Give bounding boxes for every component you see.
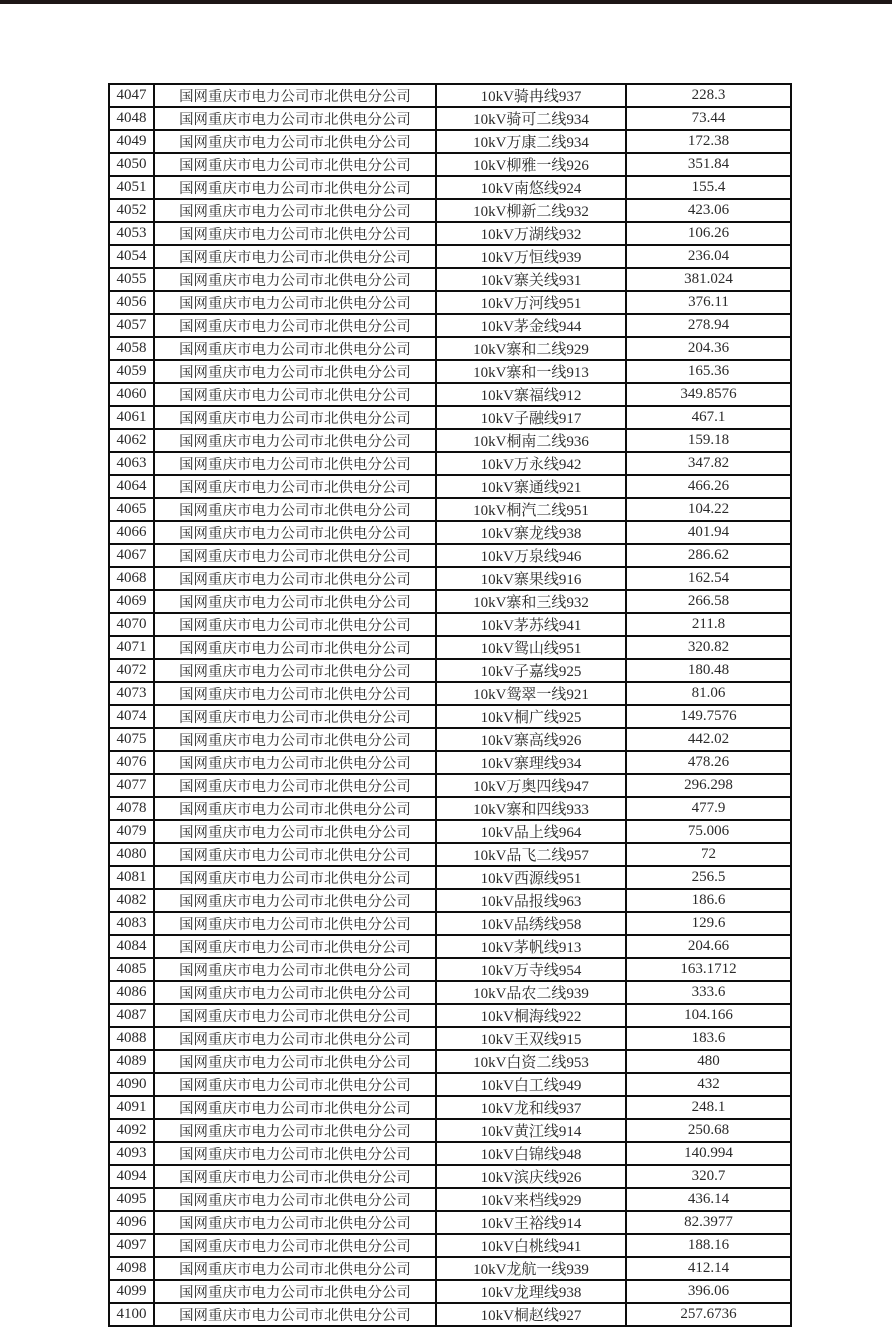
table-row xyxy=(109,1004,791,1027)
table-row xyxy=(109,1050,791,1073)
row-number-cell: 4056 xyxy=(109,291,154,314)
value-cell: 183.6 xyxy=(626,1027,791,1050)
company-cell: 国网重庆市电力公司市北供电分公司 xyxy=(154,107,436,130)
table-row xyxy=(109,176,791,199)
line-name-cell: 10kV子融线917 xyxy=(436,406,626,429)
company-cell: 国网重庆市电力公司市北供电分公司 xyxy=(154,153,436,176)
table-row xyxy=(109,1257,791,1280)
row-number-cell: 4092 xyxy=(109,1119,154,1142)
table-row xyxy=(109,705,791,728)
value-cell: 163.1712 xyxy=(626,958,791,981)
table-row xyxy=(109,774,791,797)
row-number-cell: 4085 xyxy=(109,958,154,981)
table-row xyxy=(109,406,791,429)
table-row xyxy=(109,1303,791,1326)
row-number-cell: 4060 xyxy=(109,383,154,406)
value-cell: 72 xyxy=(626,843,791,866)
company-cell: 国网重庆市电力公司市北供电分公司 xyxy=(154,1050,436,1073)
table-row xyxy=(109,797,791,820)
value-cell: 155.4 xyxy=(626,176,791,199)
value-cell: 82.3977 xyxy=(626,1211,791,1234)
row-number-cell: 4091 xyxy=(109,1096,154,1119)
table-row xyxy=(109,1027,791,1050)
table-row xyxy=(109,636,791,659)
line-name-cell: 10kV寨和四线933 xyxy=(436,797,626,820)
company-cell: 国网重庆市电力公司市北供电分公司 xyxy=(154,590,436,613)
value-cell: 250.68 xyxy=(626,1119,791,1142)
line-name-cell: 10kV品报线963 xyxy=(436,889,626,912)
row-number-cell: 4094 xyxy=(109,1165,154,1188)
value-cell: 186.6 xyxy=(626,889,791,912)
value-cell: 256.5 xyxy=(626,866,791,889)
table-body xyxy=(109,84,791,1326)
value-cell: 333.6 xyxy=(626,981,791,1004)
table-row xyxy=(109,1165,791,1188)
company-cell: 国网重庆市电力公司市北供电分公司 xyxy=(154,682,436,705)
table-row xyxy=(109,314,791,337)
value-cell: 320.7 xyxy=(626,1165,791,1188)
value-cell: 149.7576 xyxy=(626,705,791,728)
company-cell: 国网重庆市电力公司市北供电分公司 xyxy=(154,291,436,314)
line-name-cell: 10kV万湖线932 xyxy=(436,222,626,245)
table-row xyxy=(109,1073,791,1096)
value-cell: 381.024 xyxy=(626,268,791,291)
row-number-cell: 4087 xyxy=(109,1004,154,1027)
company-cell: 国网重庆市电力公司市北供电分公司 xyxy=(154,866,436,889)
row-number-cell: 4065 xyxy=(109,498,154,521)
row-number-cell: 4073 xyxy=(109,682,154,705)
table-row xyxy=(109,337,791,360)
line-name-cell: 10kV茅帆线913 xyxy=(436,935,626,958)
company-cell: 国网重庆市电力公司市北供电分公司 xyxy=(154,521,436,544)
table-row xyxy=(109,1234,791,1257)
company-cell: 国网重庆市电力公司市北供电分公司 xyxy=(154,1073,436,1096)
line-name-cell: 10kV桐广线925 xyxy=(436,705,626,728)
line-name-cell: 10kV桐海线922 xyxy=(436,1004,626,1027)
company-cell: 国网重庆市电力公司市北供电分公司 xyxy=(154,1211,436,1234)
line-name-cell: 10kV寨和二线929 xyxy=(436,337,626,360)
company-cell: 国网重庆市电力公司市北供电分公司 xyxy=(154,130,436,153)
company-cell: 国网重庆市电力公司市北供电分公司 xyxy=(154,889,436,912)
line-name-cell: 10kV品飞二线957 xyxy=(436,843,626,866)
value-cell: 278.94 xyxy=(626,314,791,337)
company-cell: 国网重庆市电力公司市北供电分公司 xyxy=(154,1142,436,1165)
value-cell: 140.994 xyxy=(626,1142,791,1165)
line-name-cell: 10kV黄江线914 xyxy=(436,1119,626,1142)
row-number-cell: 4063 xyxy=(109,452,154,475)
company-cell: 国网重庆市电力公司市北供电分公司 xyxy=(154,452,436,475)
company-cell: 国网重庆市电力公司市北供电分公司 xyxy=(154,659,436,682)
value-cell: 188.16 xyxy=(626,1234,791,1257)
value-cell: 104.22 xyxy=(626,498,791,521)
line-name-cell: 10kV王双线915 xyxy=(436,1027,626,1050)
value-cell: 204.36 xyxy=(626,337,791,360)
company-cell: 国网重庆市电力公司市北供电分公司 xyxy=(154,636,436,659)
value-cell: 347.82 xyxy=(626,452,791,475)
value-cell: 401.94 xyxy=(626,521,791,544)
value-cell: 172.38 xyxy=(626,130,791,153)
row-number-cell: 4090 xyxy=(109,1073,154,1096)
line-name-cell: 10kV鸳山线951 xyxy=(436,636,626,659)
company-cell: 国网重庆市电力公司市北供电分公司 xyxy=(154,199,436,222)
value-cell: 211.8 xyxy=(626,613,791,636)
company-cell: 国网重庆市电力公司市北供电分公司 xyxy=(154,1188,436,1211)
value-cell: 412.14 xyxy=(626,1257,791,1280)
table-row xyxy=(109,958,791,981)
table-row xyxy=(109,130,791,153)
table-row xyxy=(109,889,791,912)
row-number-cell: 4059 xyxy=(109,360,154,383)
line-name-cell: 10kV骑可二线934 xyxy=(436,107,626,130)
table-row xyxy=(109,498,791,521)
line-name-cell: 10kV白资二线953 xyxy=(436,1050,626,1073)
table-row xyxy=(109,268,791,291)
row-number-cell: 4052 xyxy=(109,199,154,222)
line-name-cell: 10kV万恒线939 xyxy=(436,245,626,268)
line-name-cell: 10kV白桃线941 xyxy=(436,1234,626,1257)
row-number-cell: 4061 xyxy=(109,406,154,429)
company-cell: 国网重庆市电力公司市北供电分公司 xyxy=(154,1234,436,1257)
row-number-cell: 4081 xyxy=(109,866,154,889)
line-name-cell: 10kV万泉线946 xyxy=(436,544,626,567)
value-cell: 159.18 xyxy=(626,429,791,452)
line-name-cell: 10kV品农二线939 xyxy=(436,981,626,1004)
table-row xyxy=(109,291,791,314)
value-cell: 129.6 xyxy=(626,912,791,935)
top-border-bar xyxy=(0,0,892,4)
row-number-cell: 4064 xyxy=(109,475,154,498)
value-cell: 228.3 xyxy=(626,84,791,107)
value-cell: 286.62 xyxy=(626,544,791,567)
line-name-cell: 10kV万河线951 xyxy=(436,291,626,314)
company-cell: 国网重庆市电力公司市北供电分公司 xyxy=(154,429,436,452)
line-name-cell: 10kV寨关线931 xyxy=(436,268,626,291)
row-number-cell: 4086 xyxy=(109,981,154,1004)
value-cell: 236.04 xyxy=(626,245,791,268)
line-name-cell: 10kV柳雅一线926 xyxy=(436,153,626,176)
power-line-table xyxy=(108,83,792,1327)
line-name-cell: 10kV茅金线944 xyxy=(436,314,626,337)
row-number-cell: 4062 xyxy=(109,429,154,452)
row-number-cell: 4055 xyxy=(109,268,154,291)
table-row xyxy=(109,84,791,107)
table-row xyxy=(109,912,791,935)
table-row xyxy=(109,544,791,567)
table-row xyxy=(109,429,791,452)
line-name-cell: 10kV桐赵线927 xyxy=(436,1303,626,1326)
value-cell: 81.06 xyxy=(626,682,791,705)
table-row xyxy=(109,820,791,843)
row-number-cell: 4057 xyxy=(109,314,154,337)
company-cell: 国网重庆市电力公司市北供电分公司 xyxy=(154,383,436,406)
company-cell: 国网重庆市电力公司市北供电分公司 xyxy=(154,1119,436,1142)
value-cell: 396.06 xyxy=(626,1280,791,1303)
line-name-cell: 10kV鸳翠一线921 xyxy=(436,682,626,705)
company-cell: 国网重庆市电力公司市北供电分公司 xyxy=(154,1257,436,1280)
row-number-cell: 4071 xyxy=(109,636,154,659)
line-name-cell: 10kV来档线929 xyxy=(436,1188,626,1211)
line-name-cell: 10kV茅苏线941 xyxy=(436,613,626,636)
company-cell: 国网重庆市电力公司市北供电分公司 xyxy=(154,613,436,636)
line-name-cell: 10kV桐南二线936 xyxy=(436,429,626,452)
table-row xyxy=(109,383,791,406)
company-cell: 国网重庆市电力公司市北供电分公司 xyxy=(154,935,436,958)
row-number-cell: 4048 xyxy=(109,107,154,130)
value-cell: 477.9 xyxy=(626,797,791,820)
row-number-cell: 4076 xyxy=(109,751,154,774)
row-number-cell: 4072 xyxy=(109,659,154,682)
value-cell: 296.298 xyxy=(626,774,791,797)
row-number-cell: 4058 xyxy=(109,337,154,360)
company-cell: 国网重庆市电力公司市北供电分公司 xyxy=(154,981,436,1004)
row-number-cell: 4066 xyxy=(109,521,154,544)
table-row xyxy=(109,843,791,866)
table-row xyxy=(109,751,791,774)
value-cell: 257.6736 xyxy=(626,1303,791,1326)
company-cell: 国网重庆市电力公司市北供电分公司 xyxy=(154,705,436,728)
line-name-cell: 10kV万奥四线947 xyxy=(436,774,626,797)
row-number-cell: 4067 xyxy=(109,544,154,567)
value-cell: 349.8576 xyxy=(626,383,791,406)
table-row xyxy=(109,866,791,889)
company-cell: 国网重庆市电力公司市北供电分公司 xyxy=(154,360,436,383)
table-row xyxy=(109,1280,791,1303)
row-number-cell: 4089 xyxy=(109,1050,154,1073)
company-cell: 国网重庆市电力公司市北供电分公司 xyxy=(154,337,436,360)
company-cell: 国网重庆市电力公司市北供电分公司 xyxy=(154,1027,436,1050)
line-name-cell: 10kV寨和一线913 xyxy=(436,360,626,383)
line-name-cell: 10kV子嘉线925 xyxy=(436,659,626,682)
row-number-cell: 4098 xyxy=(109,1257,154,1280)
line-name-cell: 10kV白锦线948 xyxy=(436,1142,626,1165)
value-cell: 467.1 xyxy=(626,406,791,429)
line-name-cell: 10kV骑冉线937 xyxy=(436,84,626,107)
table-row xyxy=(109,521,791,544)
value-cell: 165.36 xyxy=(626,360,791,383)
row-number-cell: 4096 xyxy=(109,1211,154,1234)
row-number-cell: 4083 xyxy=(109,912,154,935)
value-cell: 266.58 xyxy=(626,590,791,613)
row-number-cell: 4095 xyxy=(109,1188,154,1211)
row-number-cell: 4054 xyxy=(109,245,154,268)
row-number-cell: 4082 xyxy=(109,889,154,912)
line-name-cell: 10kV桐汽二线951 xyxy=(436,498,626,521)
line-name-cell: 10kV寨福线912 xyxy=(436,383,626,406)
value-cell: 248.1 xyxy=(626,1096,791,1119)
line-name-cell: 10kV万永线942 xyxy=(436,452,626,475)
value-cell: 204.66 xyxy=(626,935,791,958)
row-number-cell: 4079 xyxy=(109,820,154,843)
row-number-cell: 4084 xyxy=(109,935,154,958)
company-cell: 国网重庆市电力公司市北供电分公司 xyxy=(154,222,436,245)
row-number-cell: 4053 xyxy=(109,222,154,245)
line-name-cell: 10kV龙和线937 xyxy=(436,1096,626,1119)
value-cell: 436.14 xyxy=(626,1188,791,1211)
table-row xyxy=(109,452,791,475)
line-name-cell: 10kV滨庆线926 xyxy=(436,1165,626,1188)
company-cell: 国网重庆市电力公司市北供电分公司 xyxy=(154,245,436,268)
table-row xyxy=(109,590,791,613)
company-cell: 国网重庆市电力公司市北供电分公司 xyxy=(154,176,436,199)
row-number-cell: 4068 xyxy=(109,567,154,590)
row-number-cell: 4097 xyxy=(109,1234,154,1257)
row-number-cell: 4075 xyxy=(109,728,154,751)
value-cell: 104.166 xyxy=(626,1004,791,1027)
company-cell: 国网重庆市电力公司市北供电分公司 xyxy=(154,728,436,751)
value-cell: 162.54 xyxy=(626,567,791,590)
line-name-cell: 10kV寨通线921 xyxy=(436,475,626,498)
line-name-cell: 10kV寨果线916 xyxy=(436,567,626,590)
table-row xyxy=(109,728,791,751)
value-cell: 423.06 xyxy=(626,199,791,222)
line-name-cell: 10kV品上线964 xyxy=(436,820,626,843)
row-number-cell: 4051 xyxy=(109,176,154,199)
line-name-cell: 10kV寨和三线932 xyxy=(436,590,626,613)
table-row xyxy=(109,659,791,682)
row-number-cell: 4077 xyxy=(109,774,154,797)
value-cell: 320.82 xyxy=(626,636,791,659)
table-row xyxy=(109,107,791,130)
table-row xyxy=(109,1119,791,1142)
table-row xyxy=(109,1188,791,1211)
row-number-cell: 4050 xyxy=(109,153,154,176)
company-cell: 国网重庆市电力公司市北供电分公司 xyxy=(154,544,436,567)
line-name-cell: 10kV万康二线934 xyxy=(436,130,626,153)
line-name-cell: 10kV寨高线926 xyxy=(436,728,626,751)
table-row xyxy=(109,222,791,245)
table-row xyxy=(109,360,791,383)
line-name-cell: 10kV龙航一线939 xyxy=(436,1257,626,1280)
company-cell: 国网重庆市电力公司市北供电分公司 xyxy=(154,567,436,590)
value-cell: 180.48 xyxy=(626,659,791,682)
table-row xyxy=(109,153,791,176)
value-cell: 106.26 xyxy=(626,222,791,245)
value-cell: 376.11 xyxy=(626,291,791,314)
table-row xyxy=(109,199,791,222)
company-cell: 国网重庆市电力公司市北供电分公司 xyxy=(154,498,436,521)
line-name-cell: 10kV万寺线954 xyxy=(436,958,626,981)
value-cell: 442.02 xyxy=(626,728,791,751)
value-cell: 432 xyxy=(626,1073,791,1096)
company-cell: 国网重庆市电力公司市北供电分公司 xyxy=(154,1096,436,1119)
line-name-cell: 10kV王裕线914 xyxy=(436,1211,626,1234)
line-name-cell: 10kV寨理线934 xyxy=(436,751,626,774)
row-number-cell: 4100 xyxy=(109,1303,154,1326)
line-name-cell: 10kV龙理线938 xyxy=(436,1280,626,1303)
company-cell: 国网重庆市电力公司市北供电分公司 xyxy=(154,1004,436,1027)
company-cell: 国网重庆市电力公司市北供电分公司 xyxy=(154,912,436,935)
table-row xyxy=(109,682,791,705)
table-row xyxy=(109,245,791,268)
table-row xyxy=(109,613,791,636)
row-number-cell: 4070 xyxy=(109,613,154,636)
company-cell: 国网重庆市电力公司市北供电分公司 xyxy=(154,314,436,337)
table-row xyxy=(109,567,791,590)
company-cell: 国网重庆市电力公司市北供电分公司 xyxy=(154,475,436,498)
company-cell: 国网重庆市电力公司市北供电分公司 xyxy=(154,406,436,429)
value-cell: 351.84 xyxy=(626,153,791,176)
table-row xyxy=(109,935,791,958)
value-cell: 480 xyxy=(626,1050,791,1073)
table-row xyxy=(109,475,791,498)
row-number-cell: 4047 xyxy=(109,84,154,107)
table-row xyxy=(109,981,791,1004)
row-number-cell: 4088 xyxy=(109,1027,154,1050)
table-row xyxy=(109,1096,791,1119)
line-name-cell: 10kV寨龙线938 xyxy=(436,521,626,544)
line-name-cell: 10kV柳新二线932 xyxy=(436,199,626,222)
line-name-cell: 10kV品绣线958 xyxy=(436,912,626,935)
company-cell: 国网重庆市电力公司市北供电分公司 xyxy=(154,1303,436,1326)
company-cell: 国网重庆市电力公司市北供电分公司 xyxy=(154,820,436,843)
company-cell: 国网重庆市电力公司市北供电分公司 xyxy=(154,774,436,797)
line-name-cell: 10kV西源线951 xyxy=(436,866,626,889)
row-number-cell: 4049 xyxy=(109,130,154,153)
line-name-cell: 10kV南悠线924 xyxy=(436,176,626,199)
value-cell: 466.26 xyxy=(626,475,791,498)
row-number-cell: 4069 xyxy=(109,590,154,613)
company-cell: 国网重庆市电力公司市北供电分公司 xyxy=(154,797,436,820)
company-cell: 国网重庆市电力公司市北供电分公司 xyxy=(154,843,436,866)
row-number-cell: 4078 xyxy=(109,797,154,820)
row-number-cell: 4093 xyxy=(109,1142,154,1165)
line-name-cell: 10kV白工线949 xyxy=(436,1073,626,1096)
company-cell: 国网重庆市电力公司市北供电分公司 xyxy=(154,958,436,981)
row-number-cell: 4074 xyxy=(109,705,154,728)
row-number-cell: 4099 xyxy=(109,1280,154,1303)
table-row xyxy=(109,1211,791,1234)
company-cell: 国网重庆市电力公司市北供电分公司 xyxy=(154,1280,436,1303)
company-cell: 国网重庆市电力公司市北供电分公司 xyxy=(154,751,436,774)
table-row xyxy=(109,1142,791,1165)
company-cell: 国网重庆市电力公司市北供电分公司 xyxy=(154,1165,436,1188)
row-number-cell: 4080 xyxy=(109,843,154,866)
company-cell: 国网重庆市电力公司市北供电分公司 xyxy=(154,84,436,107)
value-cell: 73.44 xyxy=(626,107,791,130)
company-cell: 国网重庆市电力公司市北供电分公司 xyxy=(154,268,436,291)
value-cell: 478.26 xyxy=(626,751,791,774)
value-cell: 75.006 xyxy=(626,820,791,843)
